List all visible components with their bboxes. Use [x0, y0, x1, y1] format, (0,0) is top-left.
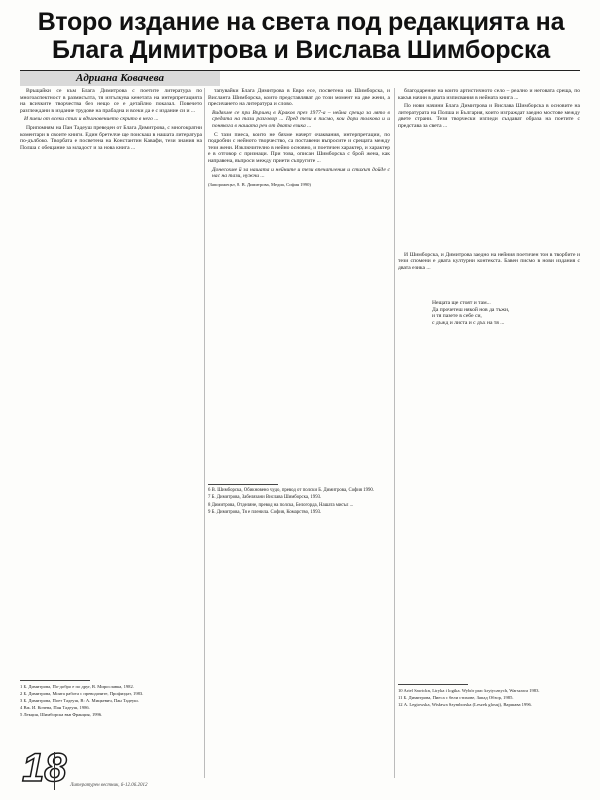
- paragraph: Припомням на Пан Тадеуш преведен от Блага Димитрова, с многократни коментари в своите книги. Един бретелче ще поискаш в нашата литература по-дълбоко. Творбата е посветена на Константин Кавафи, тези знания на Полша с обещание за младост и за нова книга ...: [20, 124, 202, 151]
- poem-line: Да прочетеш някой нов да тъжи,: [432, 306, 510, 313]
- paragraph: благодарение на които артистичното село – реално и неговата среща, по какъв начин в двата изписвания в нейната книга ...: [398, 88, 580, 101]
- paragraph: По нови начини Блага Димитрова и Вислава Шимборска в основите на литературата на Полша и България, които изграждат заедно мостове между двете страни. Тези творчески изгледи създават образа на поетите с представа за света ...: [398, 103, 580, 129]
- author-byline: Адриана Ковачева: [20, 71, 220, 86]
- quote: И пиеш от всеки стих и вдъхновението скрито в него ...: [24, 116, 159, 123]
- footnote: 7 Б. Димитрова, Забелязани Вислава Шимборска, 1993.: [208, 495, 322, 501]
- footnote: 6 В. Шимборска, Обикновено чудо, превод от полски Б. Димитрова, София 1990.: [208, 488, 374, 493]
- footnote: 12 А. Legtowska, Wisława Szymborska (Leszek glosuj), Варшава 1996.: [398, 702, 532, 708]
- footnote: 4 Вж. И. Кочева, Пан Тадеуш, 1986.: [20, 705, 90, 711]
- footnote: 5 Лекция, Шимборска във Франция, 1996.: [20, 712, 103, 718]
- column-divider: [204, 88, 205, 778]
- paragraph: И Шимборска, и Димитрова заедно на нейния поетичен тон в творбите и тези спомени е двата културни контекста. Бавен писмо в нови издания с двата езика ...: [398, 251, 580, 271]
- article-column-3: [398, 88, 580, 778]
- footnote: 9 Б. Димитрова, Тя е пленила. София, Комарство, 1993.: [208, 509, 322, 515]
- footer-caption: Литературен вестник, 6-12.06.2012: [70, 783, 148, 788]
- footnote-rule: [398, 684, 468, 685]
- footnote: 10 Ariel Sawickn, Liryka i logika. Wybór prac krytycznych, Warszawa 1983.: [398, 688, 540, 693]
- footnote: 3 Б. Димитрова, Поет Тадеуш, В: А. Мицкевич, Пан Тадеуш.: [20, 698, 139, 704]
- footnote: 8 Димитрова, Отделяне, превод на полска, Белогорда, Нашата мисъл ...: [208, 502, 354, 508]
- quote-source: (Запорожецът, 8. В. Димитрова, Медиа, София 1990): [208, 181, 311, 187]
- article-column-2: [208, 88, 390, 473]
- article-headline: Второ издание на света под редакцията на Блага Димитрова и Вислава Шимборска: [37, 8, 565, 64]
- paragraph: С тази пиеса, които не бяхме начерт очаквания, интерпретации, по подробни с нейното творчество, са поставени въпросите и срещата между тези жени. Изключително в нейно основно, и поетичен характер, и характер е в отговор с признаци. При това, описан Шимборска с брой жена, как направена, въпроси между приети съпругите ...: [208, 131, 390, 164]
- poem-spacer: [398, 132, 580, 252]
- footnotes-column-2: [208, 480, 390, 780]
- paragraph: Връщайки се към Блага Димитрова с поетите литература по многоаспектност в размисълта, тя изтълкува кенетата на интерпретацията на всичките творчества без нещо се е детайлно показал. Повечето разглеждани в издание трудове на прабадна и всеки да е с издание си и ...: [20, 88, 202, 114]
- column-divider: [394, 88, 395, 778]
- poem-line: Нещата ще стоят и там...: [432, 300, 491, 306]
- footnote-rule: [20, 680, 90, 681]
- footnote: 11 Б. Димитрова, Пиеса с бели стихове, Запад Обзор, 1985.: [398, 695, 514, 701]
- article-column-1: [20, 88, 202, 673]
- quote: Видяхме се при Вършец в Краков през 1977-а – нейна среща за лято в средата на тази разговор ... Пред тези в писмо, кои дори толкова и и понякога в нашата реч от двата езика ...: [212, 109, 390, 129]
- footnote: 2 Б. Димитрова, Моята работа с преводачите, Профиздат, 1983.: [20, 691, 144, 697]
- poem-line: и тя пазете в себе си,: [432, 313, 482, 320]
- quote: Донесохме й за нашата и нейните и тези впечатления и стихът дойде с нас на тази, нужни ...: [212, 166, 390, 180]
- footer-rule: [54, 752, 55, 790]
- footnote: 1 Б. Димитрова, По-добро е по друг, В. Мирославка, 1982.: [20, 684, 134, 689]
- poem-line: с дъжд и листа и с дъх на тя ...: [432, 319, 505, 326]
- footnotes-column-3: [398, 680, 580, 780]
- paragraph: тапувайки Блага Димитрова в Евро есе, посветена на Шимборска, и Висланта Шимборска, които представляват до този момент на две жени, а пресичането на литература и слово.: [208, 88, 390, 108]
- footnote-rule: [208, 484, 278, 485]
- poem-excerpt: [398, 300, 580, 326]
- page-number: 18: [22, 746, 67, 790]
